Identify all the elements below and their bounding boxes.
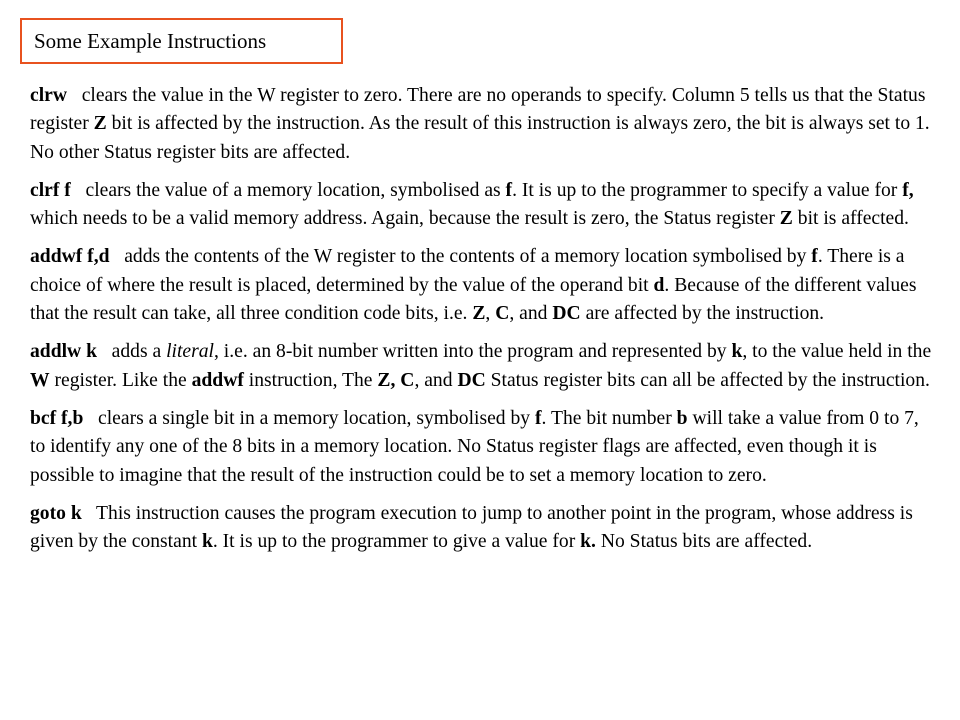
description-text: No Status bits are affected. <box>595 531 813 553</box>
description-text: register. Like the <box>49 369 192 391</box>
bold-term: f, <box>902 179 914 201</box>
description-text: which needs to be a valid memory address. Again, because the result is zero, the Status register <box>30 179 919 230</box>
instruction-list <box>30 82 935 566</box>
bold-term: C <box>400 369 415 391</box>
bold-term: Z, <box>377 369 396 391</box>
bold-term: k <box>731 341 743 363</box>
bold-term: k. <box>580 531 596 553</box>
description-text: , i.e. an 8-bit number written into the program and represented by <box>214 341 732 363</box>
instruction-paragraph <box>30 177 935 234</box>
bold-term: DC <box>457 369 486 391</box>
instruction-mnemonic: goto k <box>30 502 82 524</box>
bold-term: addwf <box>191 369 244 391</box>
description-text: This instruction causes the program execution to jump to another point in the program, whose address is given by the constant <box>30 502 918 553</box>
instruction-paragraph <box>30 405 935 490</box>
description-text: . The bit number <box>541 407 677 429</box>
description-text: Status register bits can all be affected by the instruction. <box>485 369 930 391</box>
bold-term: f <box>505 179 513 201</box>
instruction-paragraph <box>30 500 935 557</box>
description-text: , and <box>509 303 553 325</box>
bold-term: f <box>535 407 542 429</box>
description-text: bit is affected. <box>792 208 909 230</box>
description-text: instruction, The <box>243 369 378 391</box>
instruction-paragraph <box>30 243 935 328</box>
description-text: are affected by the instruction. <box>580 303 825 325</box>
bold-term: Z <box>779 208 793 230</box>
description-text: . There is a choice of where the result is placed, determined by the value of the operand bit <box>30 246 910 296</box>
description-text: clears a single bit in a memory location, symbolised by <box>83 407 535 429</box>
bold-term: Z <box>93 113 107 135</box>
italic-term: literal <box>166 341 214 363</box>
description-text: . Because of the different values that the result can take, all three condition code bits, i.e. <box>30 274 922 325</box>
description-text: . It is up to the programmer to specify a value for <box>512 179 903 201</box>
bold-term: d <box>653 274 665 296</box>
instruction-mnemonic: clrf f <box>30 179 71 201</box>
description-text: adds the contents of the W register to the contents of a memory location symbolised by <box>109 246 812 268</box>
instruction-mnemonic: addlw k <box>30 341 97 363</box>
description-text: , to the value held in the <box>742 341 937 363</box>
description-text: , <box>485 303 496 325</box>
bold-term: b <box>676 407 688 429</box>
instruction-mnemonic: addwf f,d <box>30 246 110 268</box>
bold-term: Z <box>472 303 486 325</box>
instruction-paragraph <box>30 338 935 395</box>
bold-term: DC <box>552 303 581 325</box>
bold-term: W <box>30 369 50 391</box>
description-text: will take a value from 0 to 7, to identify any one of the 8 bits in a memory location. No Status register flags are affected, even though it is possible to imagine that the result of the instruction could be to set a memory location to zero. <box>30 407 924 486</box>
description-text: adds a <box>96 341 167 363</box>
description-text: , and <box>414 369 458 391</box>
bold-term: C <box>495 303 510 325</box>
bold-term: k <box>201 531 213 553</box>
instruction-mnemonic: bcf f,b <box>30 407 84 429</box>
description-text: clears the value in the W register to zero. There are no operands to specify. Column 5 tells us that the Status register <box>30 85 931 135</box>
description-text: . It is up to the programmer to give a value for <box>212 531 581 553</box>
slide-title: Some Example Instructions <box>20 18 343 64</box>
instruction-paragraph <box>30 82 935 167</box>
description-text: bit is affected by the instruction. As the result of this instruction is always zero, the bit is always set to 1. No other Status register bits are affected. <box>30 113 935 163</box>
instruction-mnemonic: clrw <box>30 85 67 106</box>
bold-term: f <box>811 246 818 268</box>
description-text: clears the value of a memory location, symbolised as <box>70 179 506 201</box>
